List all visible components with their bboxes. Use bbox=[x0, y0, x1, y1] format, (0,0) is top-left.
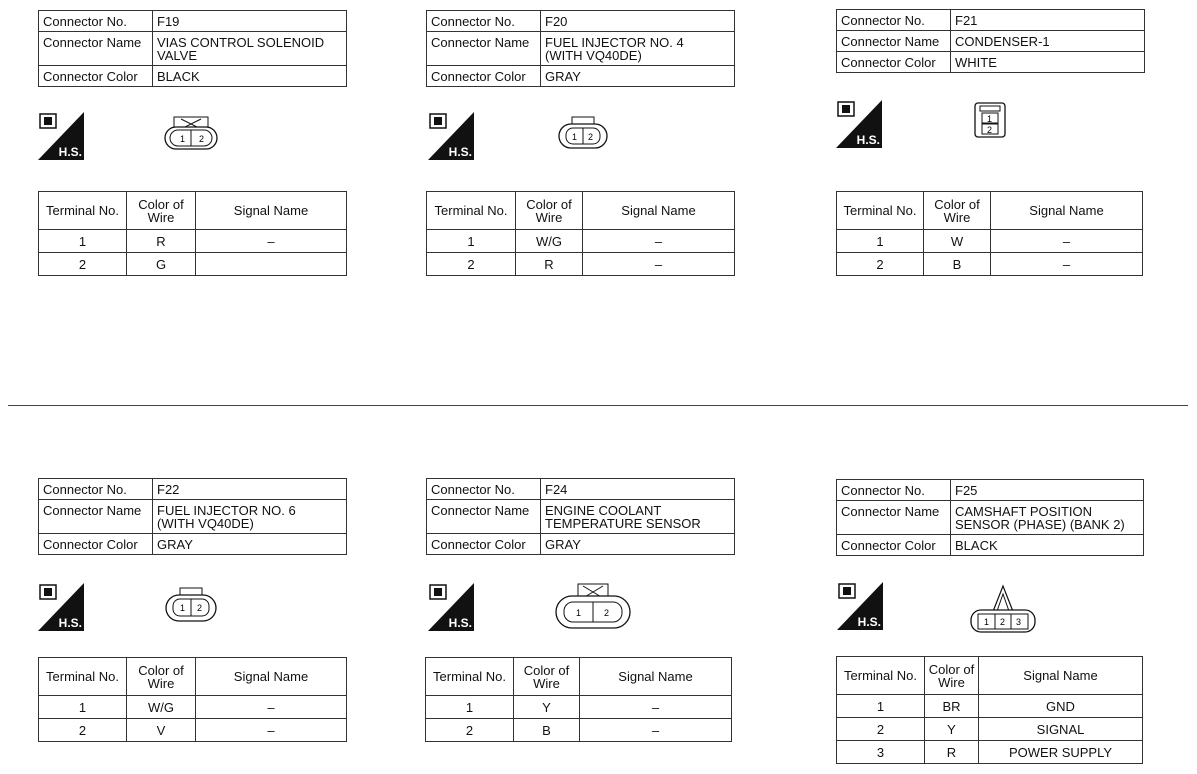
signal-name-cell: – bbox=[580, 696, 732, 719]
wire-color-cell: BR bbox=[925, 695, 979, 718]
svg-text:2: 2 bbox=[197, 603, 203, 613]
connector-color-value: GRAY bbox=[153, 534, 347, 555]
wire-color-header: Color of Wire bbox=[127, 658, 196, 696]
connector-info-table bbox=[836, 479, 1144, 556]
signal-name-cell: – bbox=[196, 719, 347, 742]
wire-color-cell: W/G bbox=[127, 696, 196, 719]
terminal-block-f21 bbox=[836, 191, 1143, 276]
connector-color-label: Connector Color bbox=[427, 534, 541, 555]
harness-side-icon bbox=[38, 112, 84, 160]
terminal-no-header: Terminal No. bbox=[426, 658, 514, 696]
terminal-no-cell: 1 bbox=[39, 230, 127, 253]
terminal-no-cell: 1 bbox=[39, 696, 127, 719]
connector-no-label: Connector No. bbox=[39, 479, 153, 500]
table-row bbox=[427, 230, 735, 253]
connector-info-table bbox=[836, 9, 1145, 73]
table-row bbox=[39, 696, 347, 719]
signal-name-cell: POWER SUPPLY bbox=[979, 741, 1143, 764]
terminal-block-f22 bbox=[38, 657, 347, 742]
terminal-table bbox=[426, 191, 735, 276]
terminal-block-f24 bbox=[425, 657, 732, 742]
connector-no-value: F19 bbox=[153, 11, 347, 32]
wire-color-header: Color of Wire bbox=[127, 192, 196, 230]
connector-no-label: Connector No. bbox=[427, 11, 541, 32]
wire-color-cell: Y bbox=[514, 696, 580, 719]
connector-name-value: ENGINE COOLANT TEMPERATURE SENSOR bbox=[541, 500, 735, 534]
connector-no-value: F25 bbox=[951, 480, 1144, 501]
connector-face-icon bbox=[971, 101, 1011, 141]
terminal-no-cell: 2 bbox=[837, 718, 925, 741]
signal-name-header: Signal Name bbox=[580, 658, 732, 696]
signal-name-cell: – bbox=[196, 696, 347, 719]
table-row bbox=[426, 719, 732, 742]
terminal-block-f25 bbox=[836, 656, 1143, 764]
terminal-no-cell: 2 bbox=[426, 719, 514, 742]
connector-name-value: CONDENSER-1 bbox=[951, 31, 1145, 52]
wire-color-cell: R bbox=[516, 253, 583, 276]
wire-color-cell: B bbox=[924, 253, 991, 276]
connector-name-label: Connector Name bbox=[837, 501, 951, 535]
connector-color-label: Connector Color bbox=[39, 66, 153, 87]
terminal-table bbox=[836, 191, 1143, 276]
signal-name-header: Signal Name bbox=[196, 192, 347, 230]
svg-text:1: 1 bbox=[987, 114, 993, 124]
connector-block-f20 bbox=[426, 10, 735, 87]
table-row bbox=[426, 696, 732, 719]
connector-block-f19 bbox=[38, 10, 347, 87]
hs-label: H.S. bbox=[58, 145, 82, 159]
terminal-table bbox=[38, 191, 347, 276]
connector-name-label: Connector Name bbox=[427, 500, 541, 534]
terminal-no-cell: 2 bbox=[837, 253, 924, 276]
connector-color-value: GRAY bbox=[541, 66, 735, 87]
connector-name-value: VIAS CONTROL SOLENOID VALVE bbox=[153, 32, 347, 66]
table-row bbox=[837, 741, 1143, 764]
connector-info-table bbox=[426, 10, 735, 87]
signal-name-cell: GND bbox=[979, 695, 1143, 718]
wire-color-cell: V bbox=[127, 719, 196, 742]
table-row bbox=[39, 719, 347, 742]
connector-no-label: Connector No. bbox=[837, 480, 951, 501]
svg-text:3: 3 bbox=[1016, 617, 1022, 627]
terminal-no-header: Terminal No. bbox=[837, 657, 925, 695]
harness-side-icon bbox=[837, 582, 883, 630]
connector-face-icon bbox=[163, 115, 219, 153]
terminal-table bbox=[836, 656, 1143, 764]
terminal-no-cell: 1 bbox=[427, 230, 516, 253]
hs-label: H.S. bbox=[448, 616, 472, 630]
table-row bbox=[837, 230, 1143, 253]
connector-block-f22 bbox=[38, 478, 347, 555]
wire-color-cell: W/G bbox=[516, 230, 583, 253]
svg-text:1: 1 bbox=[180, 603, 186, 613]
wire-color-cell: Y bbox=[925, 718, 979, 741]
connector-block-f21 bbox=[836, 9, 1145, 73]
hs-label: H.S. bbox=[856, 133, 880, 147]
terminal-no-cell: 1 bbox=[837, 230, 924, 253]
harness-side-icon bbox=[38, 583, 84, 631]
signal-name-cell: – bbox=[991, 230, 1143, 253]
terminal-no-header: Terminal No. bbox=[39, 658, 127, 696]
wire-color-cell: G bbox=[127, 253, 196, 276]
svg-text:1: 1 bbox=[984, 617, 990, 627]
terminal-block-f20 bbox=[426, 191, 735, 276]
svg-text:1: 1 bbox=[576, 608, 582, 618]
connector-info-table bbox=[38, 478, 347, 555]
svg-text:1: 1 bbox=[180, 134, 186, 144]
connector-info-table bbox=[38, 10, 347, 87]
signal-name-cell: – bbox=[580, 719, 732, 742]
signal-name-cell: – bbox=[583, 253, 735, 276]
terminal-block-f19 bbox=[38, 191, 347, 276]
terminal-no-header: Terminal No. bbox=[837, 192, 924, 230]
connector-color-label: Connector Color bbox=[837, 535, 951, 556]
signal-name-cell: – bbox=[196, 230, 347, 253]
signal-name-cell bbox=[196, 253, 347, 276]
connector-name-label: Connector Name bbox=[39, 32, 153, 66]
section-divider bbox=[8, 405, 1188, 406]
connector-name-value: CAMSHAFT POSITION SENSOR (PHASE) (BANK 2) bbox=[951, 501, 1144, 535]
connector-color-value: BLACK bbox=[153, 66, 347, 87]
connector-no-value: F21 bbox=[951, 10, 1145, 31]
connector-color-label: Connector Color bbox=[837, 52, 951, 73]
wire-color-cell: B bbox=[514, 719, 580, 742]
connector-no-label: Connector No. bbox=[837, 10, 951, 31]
table-row bbox=[39, 230, 347, 253]
signal-name-header: Signal Name bbox=[991, 192, 1143, 230]
table-row bbox=[39, 253, 347, 276]
wire-color-cell: R bbox=[127, 230, 196, 253]
harness-side-icon bbox=[836, 100, 882, 148]
connector-color-value: BLACK bbox=[951, 535, 1144, 556]
table-row bbox=[837, 253, 1143, 276]
terminal-table bbox=[425, 657, 732, 742]
connector-block-f24 bbox=[426, 478, 735, 555]
connector-face-icon bbox=[557, 115, 611, 151]
connector-color-label: Connector Color bbox=[427, 66, 541, 87]
terminal-no-cell: 1 bbox=[837, 695, 925, 718]
connector-face-icon bbox=[554, 582, 636, 632]
svg-text:2: 2 bbox=[987, 125, 993, 135]
terminal-no-cell: 2 bbox=[39, 253, 127, 276]
svg-text:2: 2 bbox=[604, 608, 610, 618]
table-row bbox=[837, 695, 1143, 718]
svg-text:2: 2 bbox=[199, 134, 205, 144]
connector-no-value: F24 bbox=[541, 479, 735, 500]
wire-color-cell: R bbox=[925, 741, 979, 764]
wire-color-header: Color of Wire bbox=[925, 657, 979, 695]
connector-name-value: FUEL INJECTOR NO. 4 (WITH VQ40DE) bbox=[541, 32, 735, 66]
connector-no-label: Connector No. bbox=[39, 11, 153, 32]
svg-text:2: 2 bbox=[1000, 617, 1006, 627]
connector-face-icon bbox=[164, 586, 220, 624]
wire-color-header: Color of Wire bbox=[514, 658, 580, 696]
signal-name-header: Signal Name bbox=[979, 657, 1143, 695]
connector-block-f25 bbox=[836, 479, 1144, 556]
hs-label: H.S. bbox=[448, 145, 472, 159]
connector-no-value: F20 bbox=[541, 11, 735, 32]
signal-name-header: Signal Name bbox=[196, 658, 347, 696]
connector-name-value: FUEL INJECTOR NO. 6 (WITH VQ40DE) bbox=[153, 500, 347, 534]
connector-color-label: Connector Color bbox=[39, 534, 153, 555]
connector-name-label: Connector Name bbox=[39, 500, 153, 534]
signal-name-cell: SIGNAL bbox=[979, 718, 1143, 741]
signal-name-header: Signal Name bbox=[583, 192, 735, 230]
svg-text:1: 1 bbox=[572, 132, 578, 142]
svg-text:2: 2 bbox=[588, 132, 594, 142]
hs-label: H.S. bbox=[58, 616, 82, 630]
harness-side-icon bbox=[428, 112, 474, 160]
terminal-no-cell: 2 bbox=[39, 719, 127, 742]
terminal-table bbox=[38, 657, 347, 742]
terminal-no-cell: 2 bbox=[427, 253, 516, 276]
signal-name-cell: – bbox=[991, 253, 1143, 276]
connector-name-label: Connector Name bbox=[427, 32, 541, 66]
connector-color-value: GRAY bbox=[541, 534, 735, 555]
wire-color-header: Color of Wire bbox=[924, 192, 991, 230]
connector-info-table bbox=[426, 478, 735, 555]
terminal-no-header: Terminal No. bbox=[427, 192, 516, 230]
connector-color-value: WHITE bbox=[951, 52, 1145, 73]
hs-label: H.S. bbox=[857, 615, 881, 629]
table-row bbox=[837, 718, 1143, 741]
table-row bbox=[427, 253, 735, 276]
connector-name-label: Connector Name bbox=[837, 31, 951, 52]
terminal-no-header: Terminal No. bbox=[39, 192, 127, 230]
connector-face-icon bbox=[968, 582, 1038, 636]
harness-side-icon bbox=[428, 583, 474, 631]
wire-color-cell: W bbox=[924, 230, 991, 253]
connector-no-value: F22 bbox=[153, 479, 347, 500]
wire-color-header: Color of Wire bbox=[516, 192, 583, 230]
terminal-no-cell: 3 bbox=[837, 741, 925, 764]
signal-name-cell: – bbox=[583, 230, 735, 253]
connector-no-label: Connector No. bbox=[427, 479, 541, 500]
terminal-no-cell: 1 bbox=[426, 696, 514, 719]
